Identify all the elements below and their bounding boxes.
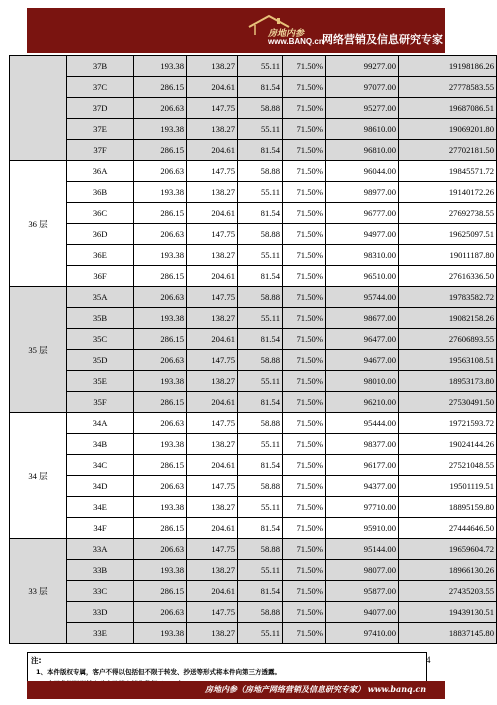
table-row: [10, 266, 497, 287]
unit-cell: 36D: [67, 224, 134, 245]
floor-cell: 33 层: [10, 539, 67, 644]
unit-cell: 33A: [67, 539, 134, 560]
unit-price-cell: 98377.00: [326, 434, 399, 455]
total-price-cell: 19845571.72: [399, 161, 497, 182]
unit-cell: 33E: [67, 623, 134, 644]
area-cell: 286.15: [134, 77, 187, 98]
ratio-cell: 71.50%: [283, 161, 326, 182]
unit-price-cell: 97077.00: [326, 77, 399, 98]
unit-cell: 37F: [67, 140, 134, 161]
floor-cell: [10, 56, 67, 161]
table-row: [10, 413, 497, 434]
inner-area-cell: 204.61: [187, 77, 238, 98]
ratio-cell: 71.50%: [283, 287, 326, 308]
shared-area-cell: 55.11: [238, 623, 283, 644]
unit-price-cell: 94977.00: [326, 224, 399, 245]
unit-cell: 35D: [67, 350, 134, 371]
unit-price-cell: 96044.00: [326, 161, 399, 182]
unit-price-cell: 97410.00: [326, 623, 399, 644]
unit-price-cell: 95144.00: [326, 539, 399, 560]
floor-cell: 35 层: [10, 287, 67, 413]
table-row: [10, 182, 497, 203]
area-cell: 193.38: [134, 560, 187, 581]
inner-area-cell: 138.27: [187, 497, 238, 518]
ratio-cell: 71.50%: [283, 434, 326, 455]
table-row: [10, 119, 497, 140]
total-price-cell: 19721593.72: [399, 413, 497, 434]
total-price-cell: 27702181.50: [399, 140, 497, 161]
shared-area-cell: 58.88: [238, 224, 283, 245]
shared-area-cell: 81.54: [238, 392, 283, 413]
inner-area-cell: 204.61: [187, 266, 238, 287]
total-price-cell: 19501119.51: [399, 476, 497, 497]
unit-price-cell: 95877.00: [326, 581, 399, 602]
unit-cell: 36E: [67, 245, 134, 266]
unit-cell: 37B: [67, 56, 134, 77]
area-cell: 206.63: [134, 224, 187, 245]
area-cell: 206.63: [134, 287, 187, 308]
unit-price-cell: 98010.00: [326, 371, 399, 392]
floor-cell: 34 层: [10, 413, 67, 539]
shared-area-cell: 81.54: [238, 266, 283, 287]
ratio-cell: 71.50%: [283, 623, 326, 644]
table-row: [10, 287, 497, 308]
ratio-cell: 71.50%: [283, 245, 326, 266]
ratio-cell: 71.50%: [283, 77, 326, 98]
ratio-cell: 71.50%: [283, 203, 326, 224]
ratio-cell: 71.50%: [283, 518, 326, 539]
shared-area-cell: 58.88: [238, 161, 283, 182]
unit-cell: 35B: [67, 308, 134, 329]
table-row: [10, 602, 497, 623]
unit-price-cell: 96177.00: [326, 455, 399, 476]
unit-cell: 36C: [67, 203, 134, 224]
total-price-cell: 19783582.72: [399, 287, 497, 308]
ratio-cell: 71.50%: [283, 497, 326, 518]
inner-area-cell: 138.27: [187, 623, 238, 644]
table-row: [10, 371, 497, 392]
area-cell: 286.15: [134, 329, 187, 350]
total-price-cell: 19011187.80: [399, 245, 497, 266]
total-price-cell: 18953173.80: [399, 371, 497, 392]
ratio-cell: 71.50%: [283, 350, 326, 371]
inner-area-cell: 204.61: [187, 203, 238, 224]
total-price-cell: 27521048.55: [399, 455, 497, 476]
ratio-cell: 71.50%: [283, 539, 326, 560]
ratio-cell: 71.50%: [283, 140, 326, 161]
table-row: [10, 77, 497, 98]
unit-cell: 34E: [67, 497, 134, 518]
shared-area-cell: 81.54: [238, 329, 283, 350]
inner-area-cell: 204.61: [187, 329, 238, 350]
shared-area-cell: 81.54: [238, 581, 283, 602]
ratio-cell: 71.50%: [283, 329, 326, 350]
shared-area-cell: 55.11: [238, 56, 283, 77]
ratio-cell: 71.50%: [283, 581, 326, 602]
unit-cell: 36B: [67, 182, 134, 203]
inner-area-cell: 204.61: [187, 392, 238, 413]
total-price-cell: 27435203.55: [399, 581, 497, 602]
unit-cell: 34C: [67, 455, 134, 476]
unit-cell: 33B: [67, 560, 134, 581]
unit-price-cell: 96777.00: [326, 203, 399, 224]
unit-cell: 34A: [67, 413, 134, 434]
unit-cell: 35F: [67, 392, 134, 413]
inner-area-cell: 147.75: [187, 224, 238, 245]
unit-cell: 34F: [67, 518, 134, 539]
area-cell: 206.63: [134, 161, 187, 182]
shared-area-cell: 58.88: [238, 602, 283, 623]
inner-area-cell: 138.27: [187, 245, 238, 266]
inner-area-cell: 138.27: [187, 371, 238, 392]
area-cell: 206.63: [134, 98, 187, 119]
shared-area-cell: 55.11: [238, 560, 283, 581]
total-price-cell: 19082158.26: [399, 308, 497, 329]
unit-price-cell: 96810.00: [326, 140, 399, 161]
table-row: [10, 329, 497, 350]
inner-area-cell: 204.61: [187, 581, 238, 602]
area-cell: 193.38: [134, 119, 187, 140]
inner-area-cell: 138.27: [187, 560, 238, 581]
total-price-cell: 19625097.51: [399, 224, 497, 245]
total-price-cell: 27606893.55: [399, 329, 497, 350]
area-cell: 193.38: [134, 497, 187, 518]
total-price-cell: 27444646.50: [399, 518, 497, 539]
unit-price-cell: 95444.00: [326, 413, 399, 434]
inner-area-cell: 138.27: [187, 434, 238, 455]
table-row: [10, 623, 497, 644]
total-price-cell: 19024144.26: [399, 434, 497, 455]
total-price-cell: 19659604.72: [399, 539, 497, 560]
unit-cell: 35E: [67, 371, 134, 392]
table-row: [10, 392, 497, 413]
shared-area-cell: 58.88: [238, 98, 283, 119]
inner-area-cell: 147.75: [187, 287, 238, 308]
unit-cell: 37D: [67, 98, 134, 119]
header-title: 网络营销及信息研究专家: [322, 33, 443, 46]
area-cell: 206.63: [134, 539, 187, 560]
unit-cell: 35C: [67, 329, 134, 350]
unit-cell: 34B: [67, 434, 134, 455]
total-price-cell: 19069201.80: [399, 119, 497, 140]
table-row: [10, 56, 497, 77]
unit-cell: 34D: [67, 476, 134, 497]
total-price-cell: 19563108.51: [399, 350, 497, 371]
shared-area-cell: 58.88: [238, 476, 283, 497]
area-cell: 193.38: [134, 56, 187, 77]
table-row: [10, 245, 497, 266]
shared-area-cell: 55.11: [238, 119, 283, 140]
area-cell: 286.15: [134, 455, 187, 476]
unit-price-cell: 99277.00: [326, 56, 399, 77]
area-cell: 286.15: [134, 518, 187, 539]
notes-heading: 注:: [31, 656, 42, 665]
ratio-cell: 71.50%: [283, 182, 326, 203]
inner-area-cell: 204.61: [187, 518, 238, 539]
shared-area-cell: 55.11: [238, 308, 283, 329]
inner-area-cell: 138.27: [187, 56, 238, 77]
inner-area-cell: 138.27: [187, 308, 238, 329]
unit-price-cell: 97710.00: [326, 497, 399, 518]
table-row: [10, 455, 497, 476]
shared-area-cell: 55.11: [238, 245, 283, 266]
area-cell: 286.15: [134, 203, 187, 224]
logo-script-text: 房地内参: [268, 28, 305, 38]
inner-area-cell: 138.27: [187, 182, 238, 203]
shared-area-cell: 58.88: [238, 287, 283, 308]
unit-price-cell: 96510.00: [326, 266, 399, 287]
unit-price-cell: 98310.00: [326, 245, 399, 266]
ratio-cell: 71.50%: [283, 602, 326, 623]
shared-area-cell: 55.11: [238, 182, 283, 203]
ratio-cell: 71.50%: [283, 56, 326, 77]
unit-price-cell: 95744.00: [326, 287, 399, 308]
table-row: [10, 518, 497, 539]
unit-price-table: [9, 55, 497, 644]
area-cell: 206.63: [134, 350, 187, 371]
page-number: 4: [426, 655, 431, 665]
area-cell: 206.63: [134, 476, 187, 497]
inner-area-cell: 147.75: [187, 98, 238, 119]
inner-area-cell: 147.75: [187, 161, 238, 182]
total-price-cell: 27530491.50: [399, 392, 497, 413]
shared-area-cell: 55.11: [238, 371, 283, 392]
unit-cell: 36A: [67, 161, 134, 182]
area-cell: 193.38: [134, 245, 187, 266]
unit-price-cell: 98977.00: [326, 182, 399, 203]
ratio-cell: 71.50%: [283, 266, 326, 287]
inner-area-cell: 147.75: [187, 476, 238, 497]
table-row: [10, 560, 497, 581]
total-price-cell: 27778583.55: [399, 77, 497, 98]
shared-area-cell: 58.88: [238, 539, 283, 560]
total-price-cell: 19687086.51: [399, 98, 497, 119]
total-price-cell: 27616336.50: [399, 266, 497, 287]
table-row: [10, 161, 497, 182]
inner-area-cell: 138.27: [187, 119, 238, 140]
table-row: [10, 308, 497, 329]
total-price-cell: 19198186.26: [399, 56, 497, 77]
unit-price-cell: 98610.00: [326, 119, 399, 140]
inner-area-cell: 147.75: [187, 413, 238, 434]
ratio-cell: 71.50%: [283, 455, 326, 476]
unit-price-cell: 95910.00: [326, 518, 399, 539]
ratio-cell: 71.50%: [283, 560, 326, 581]
table-row: [10, 98, 497, 119]
unit-price-cell: 98077.00: [326, 560, 399, 581]
unit-cell: 35A: [67, 287, 134, 308]
area-cell: 286.15: [134, 392, 187, 413]
total-price-cell: 19439130.51: [399, 602, 497, 623]
shared-area-cell: 81.54: [238, 518, 283, 539]
unit-price-cell: 94677.00: [326, 350, 399, 371]
table-row: [10, 581, 497, 602]
ratio-cell: 71.50%: [283, 98, 326, 119]
unit-price-cell: 96477.00: [326, 329, 399, 350]
shared-area-cell: 81.54: [238, 455, 283, 476]
shared-area-cell: 58.88: [238, 413, 283, 434]
shared-area-cell: 81.54: [238, 140, 283, 161]
unit-cell: 37C: [67, 77, 134, 98]
unit-cell: 36F: [67, 266, 134, 287]
total-price-cell: 18966130.26: [399, 560, 497, 581]
total-price-cell: 18895159.80: [399, 497, 497, 518]
area-cell: 206.63: [134, 413, 187, 434]
total-price-cell: 18837145.80: [399, 623, 497, 644]
unit-price-cell: 95277.00: [326, 98, 399, 119]
ratio-cell: 71.50%: [283, 119, 326, 140]
table-row: [10, 497, 497, 518]
area-cell: 286.15: [134, 266, 187, 287]
area-cell: 286.15: [134, 140, 187, 161]
ratio-cell: 71.50%: [283, 476, 326, 497]
unit-cell: 37E: [67, 119, 134, 140]
footer-text: 房地内参（房地产网络营销及信息研究专家） www.banq.cn: [205, 684, 427, 694]
table-row: [10, 434, 497, 455]
table-row: [10, 140, 497, 161]
ratio-cell: 71.50%: [283, 224, 326, 245]
shared-area-cell: 81.54: [238, 203, 283, 224]
unit-price-cell: 98677.00: [326, 308, 399, 329]
inner-area-cell: 204.61: [187, 140, 238, 161]
note-line-1: 1、本件版权专属，客户不得以包括但不限于转发、抄送等形式将本件向第三方透露。: [36, 668, 282, 676]
unit-price-cell: 94077.00: [326, 602, 399, 623]
shared-area-cell: 55.11: [238, 434, 283, 455]
unit-price-cell: 94377.00: [326, 476, 399, 497]
unit-cell: 33C: [67, 581, 134, 602]
table-row: [10, 476, 497, 497]
total-price-cell: 19140172.26: [399, 182, 497, 203]
shared-area-cell: 81.54: [238, 77, 283, 98]
ratio-cell: 71.50%: [283, 371, 326, 392]
floor-cell: 36 层: [10, 161, 67, 287]
table-row: [10, 203, 497, 224]
logo-url[interactable]: www.BANQ.cn: [268, 37, 324, 46]
area-cell: 193.38: [134, 308, 187, 329]
inner-area-cell: 204.61: [187, 455, 238, 476]
area-cell: 193.38: [134, 371, 187, 392]
table-row: [10, 224, 497, 245]
ratio-cell: 71.50%: [283, 308, 326, 329]
ratio-cell: 71.50%: [283, 392, 326, 413]
unit-cell: 33D: [67, 602, 134, 623]
unit-price-cell: 96210.00: [326, 392, 399, 413]
area-cell: 286.15: [134, 581, 187, 602]
footer-banner: [27, 681, 445, 699]
table-row: [10, 539, 497, 560]
area-cell: 193.38: [134, 182, 187, 203]
shared-area-cell: 58.88: [238, 350, 283, 371]
inner-area-cell: 147.75: [187, 539, 238, 560]
inner-area-cell: 147.75: [187, 350, 238, 371]
total-price-cell: 27692738.55: [399, 203, 497, 224]
area-cell: 193.38: [134, 623, 187, 644]
inner-area-cell: 147.75: [187, 602, 238, 623]
shared-area-cell: 55.11: [238, 497, 283, 518]
table-row: [10, 350, 497, 371]
area-cell: 193.38: [134, 434, 187, 455]
area-cell: 206.63: [134, 602, 187, 623]
ratio-cell: 71.50%: [283, 413, 326, 434]
